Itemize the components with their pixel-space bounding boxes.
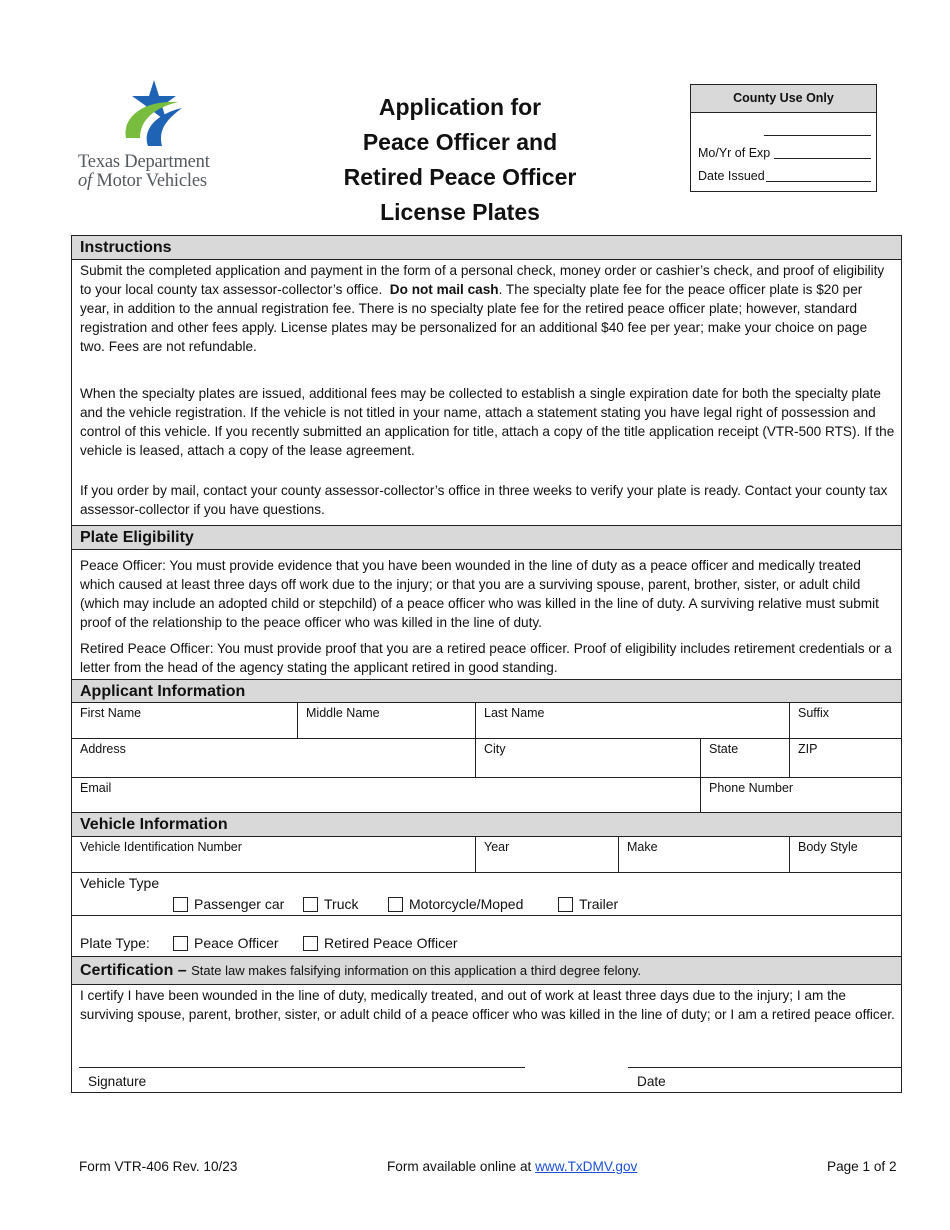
- certification-text: I certify I have been wounded in the line of duty, medically treated, and out of work at least three days due to the injury; I am the surviving spouse, parent, brother, sister, or adult child of a peace officer who was killed in the line of duty; or I am a retired peace officer.: [80, 988, 895, 1022]
- checkbox-icon[interactable]: [558, 897, 573, 912]
- make-field[interactable]: Make: [627, 840, 658, 854]
- exp-label: Mo/Yr of Exp: [698, 146, 771, 160]
- txdmv-logo: [78, 80, 248, 195]
- checkbox-icon[interactable]: [303, 936, 318, 951]
- county-use-header: County Use Only: [691, 85, 876, 113]
- checkbox-icon[interactable]: [303, 897, 318, 912]
- logo-text-line2: of Motor Vehicles: [78, 171, 207, 191]
- page-title: Application for Peace Officer and Retired Peace Officer License Plates: [343, 94, 577, 225]
- email-field[interactable]: Email: [80, 781, 112, 795]
- county-blank-line[interactable]: [764, 135, 871, 136]
- certification-header: Certification – State law makes falsifying information on this application a third degree felony.: [72, 956, 901, 985]
- form-id: Form VTR-406 Rev. 10/23: [79, 1159, 238, 1174]
- logo-text-line1: Texas Department: [78, 152, 210, 172]
- checkbox-peace-officer[interactable]: Peace Officer: [173, 935, 279, 951]
- checkbox-icon[interactable]: [173, 936, 188, 951]
- middle-name-field[interactable]: Middle Name: [306, 706, 380, 720]
- online-note: Form available online at www.TxDMV.gov: [387, 1159, 638, 1174]
- txdmv-link[interactable]: www.TxDMV.gov: [535, 1159, 638, 1174]
- eligibility-p2: Retired Peace Officer: You must provide proof that you are a retired peace officer. Proof of eligibility includes retirement credentials or a letter from the head of the agency stating the applicant retired in good standing.: [80, 641, 892, 675]
- first-name-field[interactable]: First Name: [80, 706, 142, 720]
- date-label: Date: [637, 1074, 666, 1089]
- checkbox-passenger-car[interactable]: Passenger car: [173, 896, 284, 912]
- checkbox-icon[interactable]: [173, 897, 188, 912]
- signature-label: Signature: [88, 1074, 147, 1089]
- suffix-field[interactable]: Suffix: [798, 706, 830, 720]
- date-field[interactable]: [628, 1067, 901, 1068]
- checkbox-trailer[interactable]: Trailer: [558, 896, 618, 912]
- body-style-field[interactable]: Body Style: [798, 840, 858, 854]
- eligibility-header: Plate Eligibility: [72, 525, 901, 550]
- issued-label: Date Issued: [698, 169, 765, 183]
- vin-field[interactable]: Vehicle Identification Number: [80, 840, 242, 854]
- vehicle-header: Vehicle Information: [72, 812, 901, 837]
- year-field[interactable]: Year: [484, 840, 510, 854]
- instructions-header: Instructions: [72, 235, 901, 260]
- application-form: [71, 235, 902, 1093]
- signature-field[interactable]: [79, 1067, 525, 1068]
- star-swoosh-icon: [118, 80, 198, 150]
- eligibility-p1: Peace Officer: You must provide evidence that you have been wounded in the line of duty as a peace officer and medically treated which caused at least three days off work due to the injury; or that you are a surviving spouse, parent, brother, sister, or adult child (which may include an adopted child or stepchild) of a peace officer who was killed in the line of duty. A surviving relative must submit proof of the relationship to the peace officer who was killed in the line of duty.: [80, 558, 879, 630]
- instructions-p2: When the specialty plates are issued, additional fees may be collected to establish a single expiration date for both the specialty plate and the vehicle registration. If the vehicle is not titled in your name, attach a statement stating you have legal right of possession and control of this vehicle. If you recently submitted an application for title, attach a copy of the title application receipt (VTR-500 RTS). If the vehicle is leased, attach a copy of the lease agreement.: [80, 386, 895, 458]
- applicant-header: Applicant Information: [72, 679, 901, 703]
- page-number: Page 1 of 2: [827, 1159, 897, 1174]
- zip-field[interactable]: ZIP: [798, 742, 818, 756]
- state-field[interactable]: State: [709, 742, 739, 756]
- checkbox-truck[interactable]: Truck: [303, 896, 358, 912]
- last-name-field[interactable]: Last Name: [484, 706, 545, 720]
- address-field[interactable]: Address: [80, 742, 126, 756]
- exp-field[interactable]: [774, 158, 871, 159]
- instructions-p3: If you order by mail, contact your county assessor-collector’s office in three weeks to verify your plate is ready. Contact your county tax assessor-collector if you have questions.: [80, 483, 888, 517]
- county-use-box: [690, 84, 877, 192]
- issued-field[interactable]: [766, 181, 871, 182]
- city-field[interactable]: City: [484, 742, 506, 756]
- phone-field[interactable]: Phone Number: [709, 781, 794, 795]
- plate-type-label: Plate Type:: [80, 935, 150, 951]
- vehicle-type-label: Vehicle Type: [80, 875, 160, 891]
- checkbox-retired-peace-officer[interactable]: Retired Peace Officer: [303, 935, 458, 951]
- instructions-p1: Submit the completed application and payment in the form of a personal check, money order or cashier’s check, and proof of eligibility to your local county tax assessor-collector’s office. Do not mail cash. The specialty plate fee for the peace officer plate is $20 per year, in addition to the annual registration fee. There is no specialty plate fee for the retired peace officer plate; however, standard registration and other fees apply. License plates may be personalized for an additional $40 fee per year; make your choice on page two. Fees are not refundable.: [80, 263, 885, 354]
- checkbox-icon[interactable]: [388, 897, 403, 912]
- checkbox-motorcycle[interactable]: Motorcycle/Moped: [388, 896, 523, 912]
